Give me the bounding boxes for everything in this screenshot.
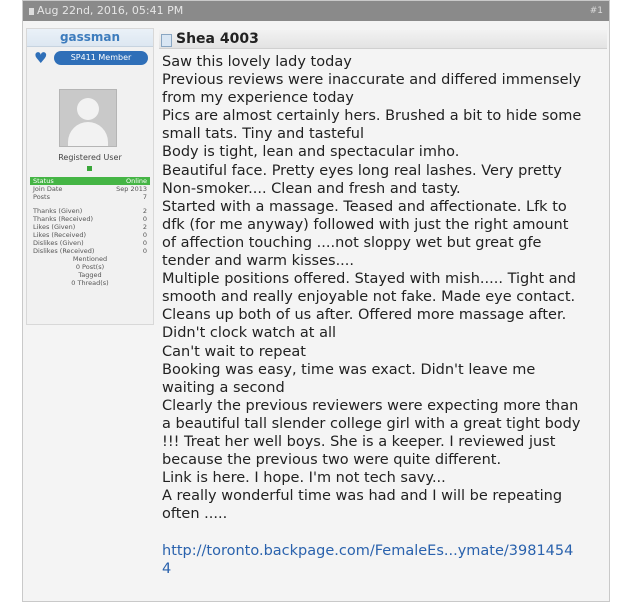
stat-row: [30, 193, 150, 201]
post-status-icon: [29, 8, 34, 15]
thanks-value: 0: [142, 247, 147, 255]
body-line: Saw this lovely lady today: [162, 54, 352, 70]
stat-value: Sep 2013: [116, 185, 147, 193]
avatar-body-shape: [68, 122, 108, 147]
thanks-row: [30, 239, 150, 247]
body-line: Body is tight, lean and spectacular imho.: [162, 144, 460, 161]
stat-value: 7: [142, 193, 147, 201]
post-body: [159, 53, 607, 578]
thanks-value: 0: [142, 215, 147, 223]
post-title-bar: [159, 30, 607, 49]
thanks-label: Dislikes (Received): [33, 247, 95, 255]
body-line: Booking was easy, time was exact. Didn't leave me: [162, 361, 536, 378]
body-line: !!! Treat her well boys. She is a keeper. I reviewed just: [162, 433, 556, 450]
body-line: often .....: [162, 506, 228, 523]
body-line: Pics are almost certainly hers. Brushed a bit to hide some: [162, 108, 582, 125]
mentioned-link[interactable]: 0 Post(s): [75, 263, 105, 271]
thanks-row: [30, 231, 150, 239]
thanks-label: Likes (Given): [33, 223, 76, 231]
document-icon: [161, 34, 172, 47]
body-line: because the previous two were quite different.: [162, 452, 502, 469]
thanks-label: Dislikes (Given): [33, 239, 84, 247]
avatar-head-shape: [77, 98, 99, 120]
body-line: Multiple positions offered. Stayed with mish..... Tight and: [162, 271, 576, 288]
thanks-value: 0: [142, 231, 147, 239]
thanks-row: [30, 215, 150, 223]
body-line: A really wonderful time was had and I will be repeating: [162, 488, 563, 505]
status-label: Status: [33, 177, 54, 185]
thanks-label: Likes (Received): [33, 231, 87, 239]
thanks-value: 0: [142, 239, 147, 247]
body-line: from my experience today: [162, 90, 354, 107]
rank-bar: [27, 50, 153, 67]
username-link[interactable]: gassman: [27, 29, 153, 47]
forum-post: [22, 0, 610, 602]
thanks-row: [30, 207, 150, 215]
tagged-link[interactable]: 0 Thread(s): [71, 279, 109, 287]
user-title: Registered User: [58, 153, 122, 162]
body-line: Didn't clock watch at all: [162, 325, 337, 342]
external-link-continued[interactable]: 4: [162, 560, 172, 577]
user-info-panel: [26, 28, 154, 325]
body-line: Previous reviews were inaccurate and differed immensely: [162, 72, 582, 89]
body-line: small tats. Tiny and tasteful: [162, 126, 365, 143]
mentioned-label: Mentioned: [72, 255, 108, 263]
body-line: Link is here. I hope. I'm not tech savy...: [162, 470, 446, 487]
thanks-label: Thanks (Received): [33, 215, 94, 223]
body-line: a beautiful tall slender college girl with a great tight body: [162, 415, 581, 432]
post-number-link[interactable]: #1: [589, 6, 603, 16]
stat-label: Posts: [33, 193, 50, 201]
post-date: Aug 22nd, 2016, 05:41 PM: [37, 4, 184, 17]
body-line: dfk (for me anyway) followed with just the right amount: [162, 216, 569, 233]
user-stats: [30, 177, 150, 287]
body-line: Started with a massage. Teased and affectionate. Lfk to: [162, 198, 567, 215]
body-line: tender and warm kisses....: [162, 253, 355, 270]
body-line: Can't wait to repeat: [162, 343, 306, 360]
body-line: Non-smoker.... Clean and fresh and tasty.: [162, 180, 461, 197]
thanks-row: [30, 223, 150, 231]
body-line: Beautiful face. Pretty eyes long real lashes. Very pretty: [162, 162, 562, 179]
post-content: [159, 30, 607, 578]
reputation-icon: [87, 166, 92, 171]
stat-label: Join Date: [33, 185, 63, 193]
body-line: Cleans up both of us after. Offered more massage after.: [162, 307, 567, 324]
body-line: waiting a second: [162, 379, 285, 396]
avatar[interactable]: [59, 89, 117, 147]
post-header: [23, 1, 609, 21]
thanks-label: Thanks (Given): [33, 207, 83, 215]
status-row: [30, 177, 150, 185]
thanks-value: 2: [142, 207, 147, 215]
post-title: Shea 4003: [176, 31, 259, 47]
body-line: Clearly the previous reviewers were expecting more than: [162, 397, 579, 414]
thanks-value: 2: [142, 223, 147, 231]
body-line: of affection touching ....not sloppy wet but great gfe: [162, 234, 542, 251]
status-value: Online: [126, 177, 147, 185]
external-link[interactable]: http://toronto.backpage.com/FemaleEs...ymate/3981454: [162, 542, 574, 559]
thanks-row: [30, 247, 150, 255]
stat-row: [30, 185, 150, 193]
tagged-label: Tagged: [78, 271, 102, 279]
body-line: smooth and really enjoyable not fake. Made eye contact.: [162, 289, 576, 306]
heart-icon: ♥: [34, 49, 48, 67]
member-badge: SP411 Member: [54, 51, 148, 65]
